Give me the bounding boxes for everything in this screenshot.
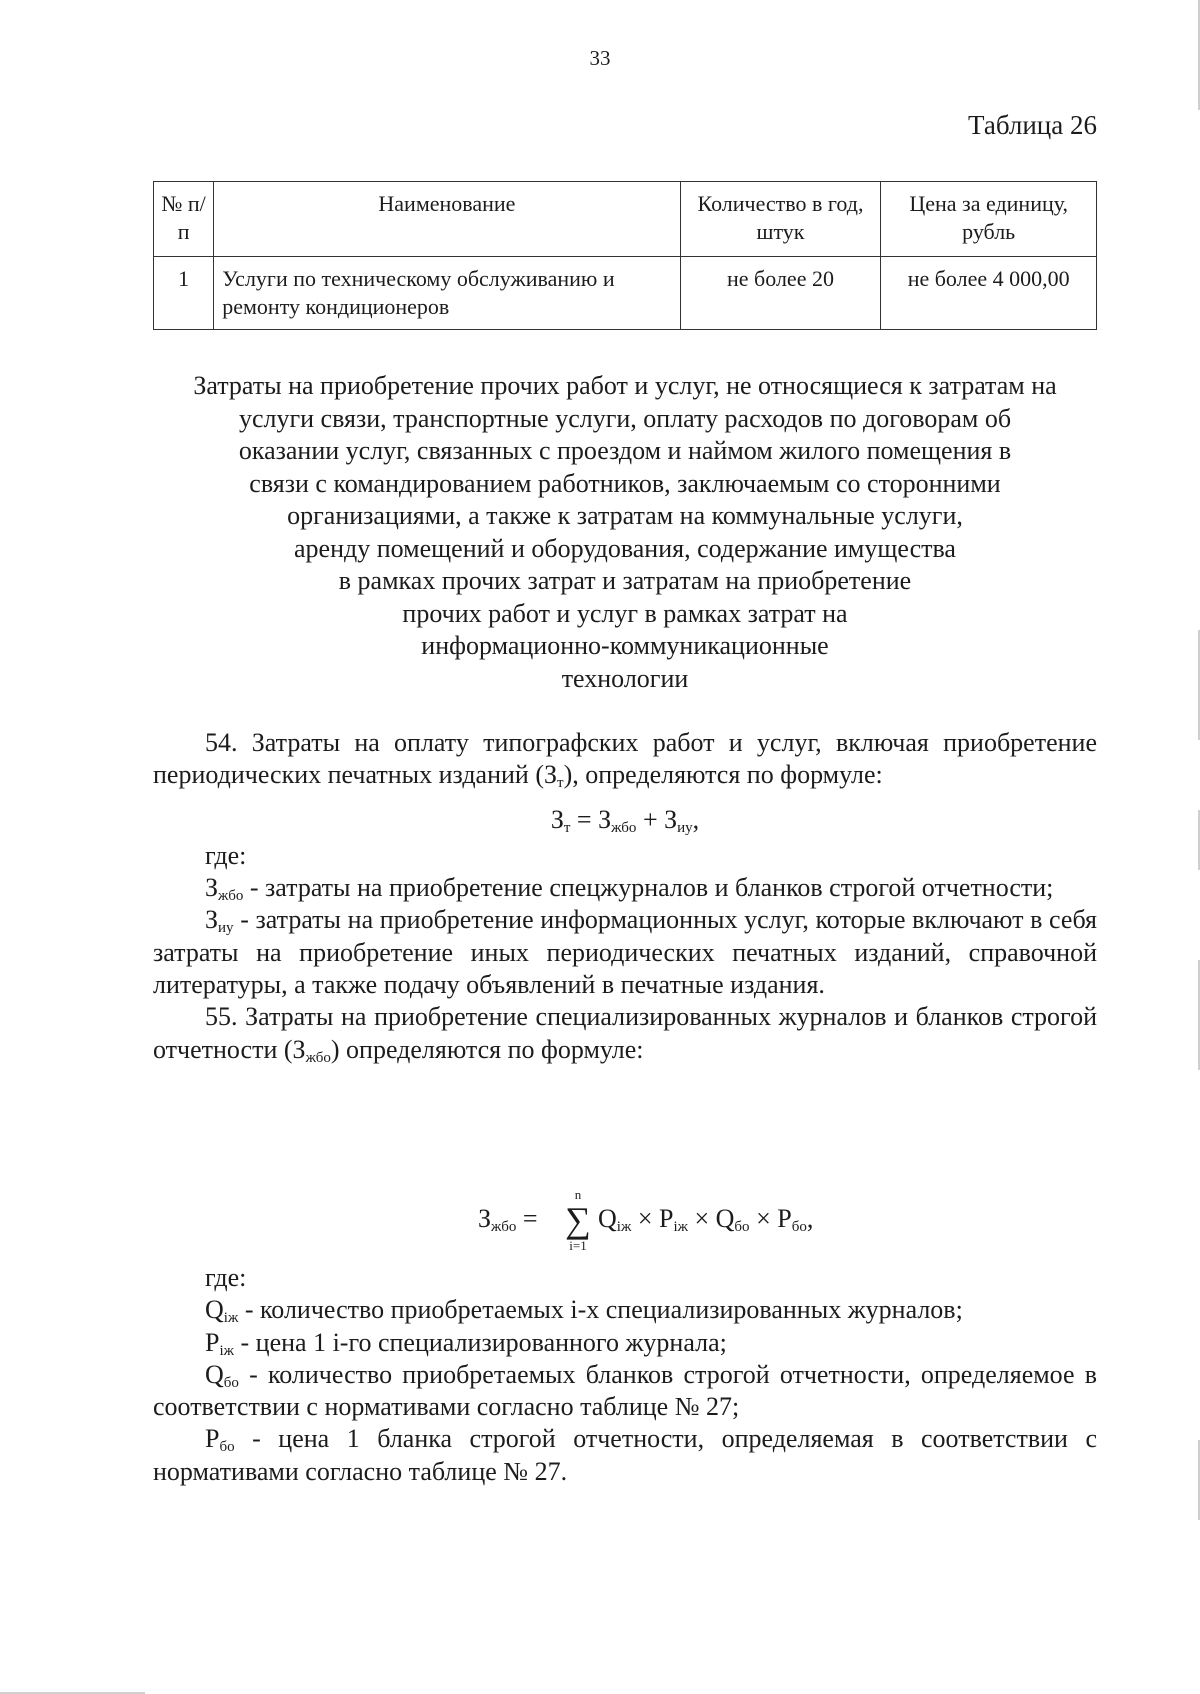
heading-line: в рамках прочих затрат и затратам на приобретение xyxy=(338,566,912,595)
services-table xyxy=(153,181,1097,330)
section-55-definitions xyxy=(153,1262,1097,1488)
document-page: 33 Таблица 26 № п/п Наименование Количество в год, штук Цена за единицу, рубль 1 Услуги по техническому обслуживанию и ремонту кондиционеров не более 20 не более 4 000,00 Затраты на приобретение прочих работ и услуг, не относящиеся к затратам на услуги связи, транспортные услуги, оплату расходов по договорам об оказании услуг, связанных с проездом и наймом жилого помещения в связи с командированием работников, заключаемым со сторонними организациями, а также к затратам на коммунальные услуги, аренду помещений и оборудования, содержание имущества в рамках прочих затрат и затратам на приобретение прочих работ и услуг в рамках затрат на информационно-коммуникационные технологии 54. Затраты на оплату типографских работ и услуг, включая приобретение периодических печатных изданий $(З_т)$, определяются по формуле: $З_т = З_{жбо} + З_{иу}$, где: $З_{жбо}$ - затраты на приобретение спецжурналов и бланков строгой отчетности; $З_{иу}$ - затраты на приобретение информационных услуг, которые включают в себя затраты на приобретение иных периодических печатных изданий, справочной литературы, а также подачу объявлений в печатные издания. 55. Затраты на приобретение специализированных журналов и бланков строгой отчетности $(З_{жбо})$ определяются по формуле: $З_{жбо}$ = n ∑ i=1 $Q_{iж} \times P_{iж} \times Q_{бо} \times P_{бо}$, где: $Q_{iж}$ - количество приобретаемых i-х специализированных журналов; $P_{iж}$ - цена 1 i-го специализированного журнала; $Q_{бо}$ - количество приобретаемых бланков строгой отчетности, определяемое в соответствии с нормативами согласно таблице № 27; $P_{бо}$ - цена 1 бланка строгой отчетности, определяемая в соответствии с нормативами согласно таблице № 27. xyxy=(0,0,1200,1694)
header-price: Цена за единицу, рубль xyxy=(881,182,1097,257)
paragraph-54: 54. Затраты на оплату типографских работ и услуг, включая приобретение периодических печатных изданий $(З_т)$, определяются по формуле: xyxy=(153,728,1097,792)
heading-line: связи с командированием работников, заключаемым со сторонними xyxy=(249,468,1001,498)
definition-ziu: $З_{иу}$ - затраты на приобретение информационных услуг, которые включают в себя затраты на приобретение иных периодических печатных изданий, справочной литературы, а также подачу объявлений в печатные издания. xyxy=(153,905,1097,1000)
heading-line: технологии xyxy=(561,663,689,693)
heading-line: Затраты на приобретение прочих работ и услуг, не относящиеся к затратам на xyxy=(193,371,1057,400)
where-label: где: xyxy=(205,1263,247,1292)
heading-line: организациями, а также к затратам на коммунальные услуги, xyxy=(287,501,963,530)
cell-name: Услуги по техническому обслуживанию и ремонту кондиционеров xyxy=(214,257,680,330)
table-caption: Таблица 26 xyxy=(968,110,1097,140)
cell-price: не более 4 000,00 xyxy=(881,257,1097,330)
definition-qbo: $Q_{бо}$ - количество приобретаемых бланков строгой отчетности, определяемое в соответствии с нормативами согласно таблице № 27; xyxy=(153,1359,1097,1422)
heading-line: оказании услуг, связанных с проездом и наймом жилого помещения в xyxy=(238,436,1012,465)
definition-pbo: $P_{бо}$ - цена 1 бланка строгой отчетности, определяемая в соответствии с нормативами согласно таблице № 27. xyxy=(153,1424,1097,1486)
cell-quantity: не более 20 xyxy=(680,257,881,330)
section-heading xyxy=(150,370,1100,695)
formula-zt: $З_т = З_{жбо} + З_{иу}$, xyxy=(550,804,700,836)
definition-pizh: $P_{iж}$ - цена 1 i-го специализированного журнала; xyxy=(205,1327,727,1359)
sum-sign: n ∑ i=1 xyxy=(560,1188,596,1254)
header-number: № п/п xyxy=(154,182,214,257)
heading-line: информационно-коммуникационные xyxy=(421,631,829,660)
definition-qizh: $Q_{iж}$ - количество приобретаемых i-х специализированных журналов; xyxy=(205,1295,963,1327)
definition-zhbo: $З_{жбо}$ - затраты на приобретение спецжурналов и бланков строгой отчетности; xyxy=(205,873,1054,905)
heading-line: аренду помещений и оборудования, содержание имущества xyxy=(294,533,956,563)
header-name: Наименование xyxy=(214,182,680,257)
table-row xyxy=(154,257,1097,330)
sigma-icon: ∑ xyxy=(565,1200,591,1240)
heading-line: услуги связи, транспортные услуги, оплату расходов по договорам об xyxy=(238,403,1012,433)
paragraph-55: 55. Затраты на приобретение специализированных журналов и бланков строгой отчетности $(З_{жбо})$ определяются по формуле: xyxy=(153,1002,1097,1066)
where-label: где: xyxy=(205,840,247,870)
header-quantity: Количество в год, штук xyxy=(680,182,881,257)
page-number: 33 xyxy=(589,46,611,70)
table-header-row xyxy=(154,182,1097,257)
section-54 xyxy=(153,727,1097,1066)
cell-number: 1 xyxy=(154,257,214,330)
heading-line: прочих работ и услуг в рамках затрат на xyxy=(402,598,848,628)
